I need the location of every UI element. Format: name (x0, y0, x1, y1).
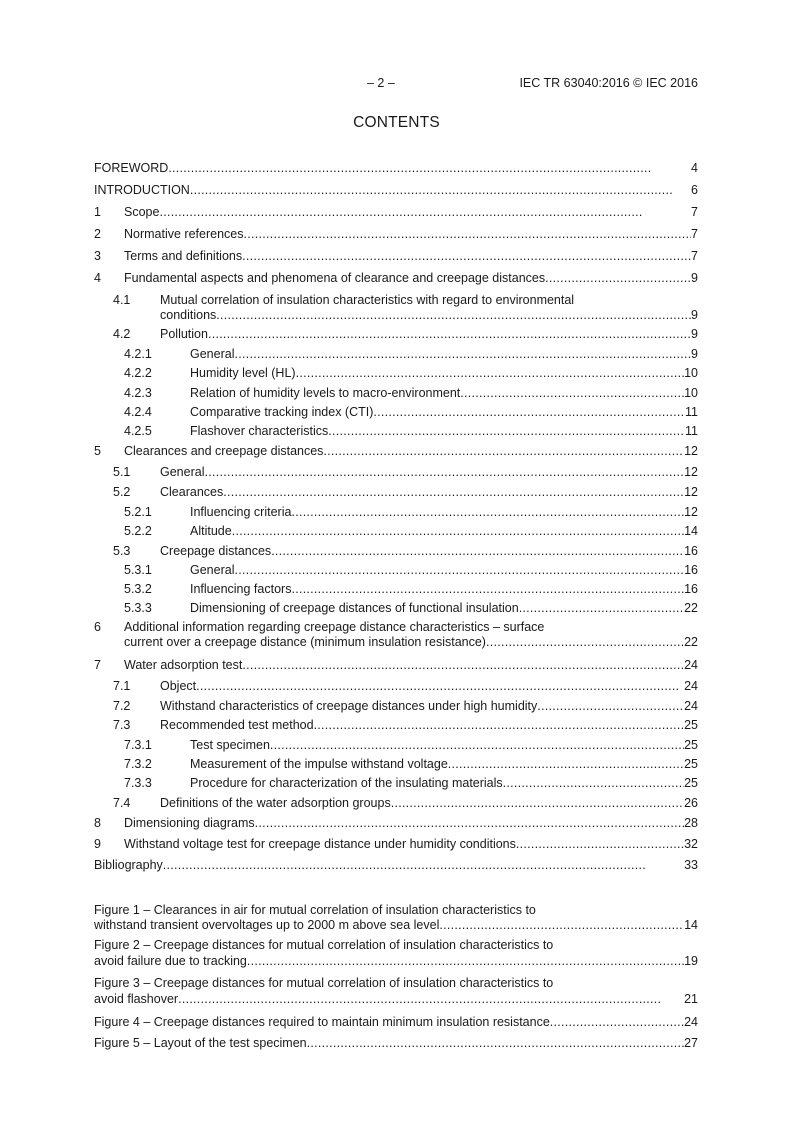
toc-entry[interactable] (94, 423, 698, 439)
entry-text (94, 991, 698, 1007)
dot-leader (204, 464, 684, 480)
section-number: 7.3.3 (124, 776, 152, 790)
page-reference: 10 (684, 366, 698, 380)
entry-title: current over a creepage distance (minimum insulation resistance) (124, 635, 486, 649)
dot-leader (545, 270, 691, 286)
entry-title: General (160, 465, 205, 479)
page-reference: 16 (684, 563, 698, 577)
entry-title: Bibliography (94, 858, 163, 872)
toc-entry[interactable] (94, 204, 698, 220)
page-reference: 9 (691, 327, 698, 341)
entry-text (190, 523, 698, 539)
entry-text (190, 504, 698, 520)
dot-leader (296, 365, 685, 381)
page-reference: 22 (684, 601, 698, 615)
entry-title: Figure 4 – Creepage distances required to maintain minimum insulation resistance (94, 1015, 550, 1029)
toc-entry[interactable] (94, 385, 698, 401)
dot-leader (234, 562, 684, 578)
entry-text (94, 182, 698, 198)
page-reference: 9 (691, 271, 698, 285)
toc-entry[interactable] (94, 464, 698, 480)
entry-text (190, 346, 698, 362)
figure-entry[interactable] (94, 953, 698, 969)
page-reference: 24 (684, 1015, 698, 1029)
dot-leader (178, 991, 684, 1007)
entry-title: Object (160, 679, 197, 693)
entry-title-line1: Figure 1 – Clearances in air for mutual correlation of insulation characteristics to (94, 903, 536, 917)
toc-entry[interactable] (94, 634, 698, 650)
entry-text (160, 717, 698, 733)
section-number: 3 (94, 249, 101, 263)
section-number: 4.2.1 (124, 347, 152, 361)
dot-leader (270, 737, 684, 753)
entry-text (160, 543, 698, 559)
page-reference: 28 (684, 816, 698, 830)
figure-entry[interactable] (94, 917, 698, 933)
toc-entry[interactable] (94, 404, 698, 420)
figure-entry[interactable] (94, 1014, 698, 1030)
toc-entry[interactable] (94, 581, 698, 597)
page-reference: 7 (691, 227, 698, 241)
section-number: 8 (94, 816, 101, 830)
dot-leader (216, 307, 691, 323)
toc-entry[interactable] (94, 698, 698, 714)
entry-title: Procedure for characterization of the insulating materials (190, 776, 503, 790)
page-reference: 14 (684, 524, 698, 538)
dot-leader (234, 346, 691, 362)
entry-title: Influencing criteria (190, 505, 292, 519)
entry-title: Fundamental aspects and phenomena of clearance and creepage distances (124, 271, 546, 285)
entry-text (160, 326, 698, 342)
entry-title: Dimensioning of creepage distances of functional insulation (190, 601, 519, 615)
entry-title: Altitude (190, 524, 232, 538)
entry-title: FOREWORD (94, 161, 169, 175)
entry-text (190, 581, 698, 597)
dot-leader (163, 857, 684, 873)
section-number: 4.1 (113, 293, 131, 307)
figure-entry-line1 (94, 902, 698, 918)
entry-title: Humidity level (HL) (190, 366, 296, 380)
entry-text (160, 795, 698, 811)
entry-title: avoid failure due to tracking (94, 954, 247, 968)
dot-leader (519, 600, 684, 616)
toc-entry[interactable] (94, 600, 698, 616)
entry-title: avoid flashover (94, 992, 179, 1006)
dot-leader (247, 953, 684, 969)
toc-entry[interactable] (94, 857, 698, 873)
section-number: 7.3 (113, 718, 131, 732)
toc-entry[interactable] (94, 836, 698, 852)
page-reference: 22 (684, 635, 698, 649)
toc-entry[interactable] (94, 346, 698, 362)
entry-title: Recommended test method (160, 718, 314, 732)
dot-leader (307, 1035, 684, 1051)
dot-leader (537, 698, 684, 714)
page-reference: 24 (684, 679, 698, 693)
page-reference: 25 (684, 738, 698, 752)
entry-title: Creepage distances (160, 544, 272, 558)
dot-leader (196, 678, 684, 694)
entry-title: Flashover characteristics (190, 424, 329, 438)
entry-text (124, 634, 698, 650)
page-reference: 6 (691, 183, 698, 197)
toc-entry[interactable] (94, 657, 698, 673)
page-reference: 9 (691, 347, 698, 361)
entry-text (124, 270, 698, 286)
section-number: 4.2.4 (124, 405, 152, 419)
entry-text (190, 756, 698, 772)
entry-title: Measurement of the impulse withstand voltage (190, 757, 448, 771)
entry-text (190, 423, 698, 439)
dot-leader (503, 775, 684, 791)
entry-title: Figure 5 – Layout of the test specimen (94, 1036, 307, 1050)
toc-entry-line1 (94, 292, 698, 308)
toc-entry[interactable] (94, 307, 698, 323)
section-number: 1 (94, 205, 101, 219)
entry-text (124, 657, 698, 673)
figure-entry[interactable] (94, 1035, 698, 1051)
page-header (0, 76, 793, 92)
page-reference: 32 (684, 837, 698, 851)
page-reference: 26 (684, 796, 698, 810)
dot-leader (232, 523, 684, 539)
entry-text (124, 443, 698, 459)
dot-leader (550, 1014, 684, 1030)
entry-title: General (190, 563, 235, 577)
section-number: 5.3.2 (124, 582, 152, 596)
entry-title: Dimensioning diagrams (124, 816, 255, 830)
section-number: 5.1 (113, 465, 131, 479)
page-number: – 2 – (367, 76, 395, 90)
entry-title: Normative references (124, 227, 244, 241)
section-number: 7.3.2 (124, 757, 152, 771)
entry-text (160, 678, 698, 694)
entry-text (124, 226, 698, 242)
entry-text (190, 365, 698, 381)
page-reference: 11 (685, 405, 698, 419)
page-reference: 10 (684, 386, 698, 400)
toc-entry[interactable] (94, 543, 698, 559)
dot-leader (439, 917, 684, 933)
entry-title: Comparative tracking index (CTI) (190, 405, 374, 419)
page-reference: 4 (691, 161, 698, 175)
page-reference: 25 (684, 718, 698, 732)
entry-title: Pollution (160, 327, 208, 341)
toc-entry[interactable] (94, 270, 698, 286)
page-reference: 25 (684, 757, 698, 771)
section-number: 5.3.3 (124, 601, 152, 615)
entry-title: Terms and definitions (124, 249, 243, 263)
entry-text (190, 404, 698, 420)
entry-title: Withstand characteristics of creepage distances under high humidity (160, 699, 538, 713)
document-reference: IEC TR 63040:2016 © IEC 2016 (519, 76, 698, 90)
toc-entry[interactable] (94, 443, 698, 459)
page-title: CONTENTS (353, 114, 440, 131)
section-number: 4.2.5 (124, 424, 152, 438)
toc-entry[interactable] (94, 226, 698, 242)
entry-title-line1: Figure 3 – Creepage distances for mutual correlation of insulation characteristics to (94, 976, 554, 990)
page-reference: 16 (684, 582, 698, 596)
page-reference: 33 (684, 858, 698, 872)
dot-leader (486, 634, 684, 650)
dot-leader (223, 484, 684, 500)
dot-leader (291, 504, 684, 520)
figure-entry-line1 (94, 975, 698, 991)
entry-title: Scope (124, 205, 160, 219)
entry-title: Water adsorption test (124, 658, 243, 672)
dot-leader (159, 204, 691, 220)
figure-entry[interactable] (94, 991, 698, 1007)
entry-text (124, 248, 698, 264)
dot-leader (168, 160, 691, 176)
entry-text (190, 737, 698, 753)
dot-leader (190, 182, 691, 198)
entry-title: Influencing factors (190, 582, 292, 596)
section-number: 5.2.1 (124, 505, 152, 519)
entry-text (124, 836, 698, 852)
toc-entry[interactable] (94, 775, 698, 791)
entry-title: INTRODUCTION (94, 183, 190, 197)
dot-leader (244, 226, 692, 242)
entry-title: Definitions of the water adsorption groups (160, 796, 391, 810)
section-number: 5.2 (113, 485, 131, 499)
section-number: 4.2 (113, 327, 131, 341)
section-number: 5 (94, 444, 101, 458)
page-reference: 24 (684, 658, 698, 672)
entry-text (160, 464, 698, 480)
section-number: 7.2 (113, 699, 131, 713)
page-reference: 9 (691, 308, 698, 322)
page-reference: 16 (684, 544, 698, 558)
entry-text (124, 815, 698, 831)
page-reference: 21 (684, 992, 698, 1006)
page-reference: 12 (684, 465, 698, 479)
toc-entry[interactable] (94, 815, 698, 831)
page-reference: 24 (684, 699, 698, 713)
section-number: 7.1 (113, 679, 131, 693)
entry-text (124, 204, 698, 220)
toc-entry[interactable] (94, 562, 698, 578)
dot-leader (516, 836, 684, 852)
entry-title: General (190, 347, 235, 361)
entry-text (160, 698, 698, 714)
page-reference: 12 (684, 444, 698, 458)
toc-entry[interactable] (94, 182, 698, 198)
dot-leader (271, 543, 684, 559)
entry-title: Withstand voltage test for creepage distance under humidity conditions (124, 837, 516, 851)
entry-text (94, 1035, 698, 1051)
page-reference: 11 (685, 424, 698, 438)
entry-text (190, 775, 698, 791)
dot-leader (373, 404, 685, 420)
toc-entry[interactable] (94, 756, 698, 772)
page-reference: 19 (684, 954, 698, 968)
page-reference: 12 (684, 485, 698, 499)
section-number: 6 (94, 620, 101, 634)
entry-title: Relation of humidity levels to macro-environment (190, 386, 461, 400)
section-number: 4.2.3 (124, 386, 152, 400)
section-number: 9 (94, 837, 101, 851)
page-reference: 7 (691, 249, 698, 263)
entry-title: Clearances (160, 485, 224, 499)
entry-text (190, 562, 698, 578)
dot-leader (448, 756, 684, 772)
entry-title-line1: Mutual correlation of insulation characteristics with regard to environmental (160, 293, 575, 307)
entry-title: Clearances and creepage distances (124, 444, 324, 458)
toc-entry[interactable] (94, 484, 698, 500)
entry-text (94, 857, 698, 873)
entry-title-line1: Figure 2 – Creepage distances for mutual correlation of insulation characteristics to (94, 938, 554, 952)
section-number: 7.4 (113, 796, 131, 810)
toc-entry[interactable] (94, 160, 698, 176)
section-number: 4.2.2 (124, 366, 152, 380)
entry-text (94, 160, 698, 176)
dot-leader (314, 717, 685, 733)
page-reference: 14 (684, 918, 698, 932)
dot-leader (328, 423, 685, 439)
entry-title: conditions (160, 308, 217, 322)
dot-leader (255, 815, 684, 831)
section-number: 7 (94, 658, 101, 672)
toc-entry[interactable] (94, 504, 698, 520)
toc-entry[interactable] (94, 248, 698, 264)
entry-title-line1: Additional information regarding creepage distance characteristics – surface (124, 620, 545, 634)
entry-text (160, 307, 698, 323)
section-number: 7.3.1 (124, 738, 152, 752)
entry-text (190, 385, 698, 401)
entry-text (190, 600, 698, 616)
page-reference: 7 (691, 205, 698, 219)
dot-leader (208, 326, 691, 342)
page-reference: 27 (684, 1036, 698, 1050)
toc-entry[interactable] (94, 326, 698, 342)
dot-leader (291, 581, 684, 597)
section-number: 2 (94, 227, 101, 241)
page-reference: 25 (684, 776, 698, 790)
dot-leader (460, 385, 684, 401)
dot-leader (242, 248, 691, 264)
dot-leader (391, 795, 684, 811)
toc-entry[interactable] (94, 678, 698, 694)
dot-leader (323, 443, 684, 459)
entry-text (94, 953, 698, 969)
toc-entry[interactable] (94, 795, 698, 811)
toc-entry[interactable] (94, 717, 698, 733)
page-reference: 12 (684, 505, 698, 519)
entry-text (94, 917, 698, 933)
entry-text (94, 1014, 698, 1030)
section-number: 5.2.2 (124, 524, 152, 538)
dot-leader (242, 657, 684, 673)
section-number: 4 (94, 271, 101, 285)
section-number: 5.3.1 (124, 563, 152, 577)
figure-entry-line1 (94, 937, 698, 953)
entry-title: Test specimen (190, 738, 270, 752)
entry-text (160, 484, 698, 500)
section-number: 5.3 (113, 544, 131, 558)
toc-entry[interactable] (94, 737, 698, 753)
toc-entry[interactable] (94, 523, 698, 539)
toc-entry-line1 (94, 619, 698, 635)
toc-entry[interactable] (94, 365, 698, 381)
entry-title: withstand transient overvoltages up to 2000 m above sea level (94, 918, 440, 932)
